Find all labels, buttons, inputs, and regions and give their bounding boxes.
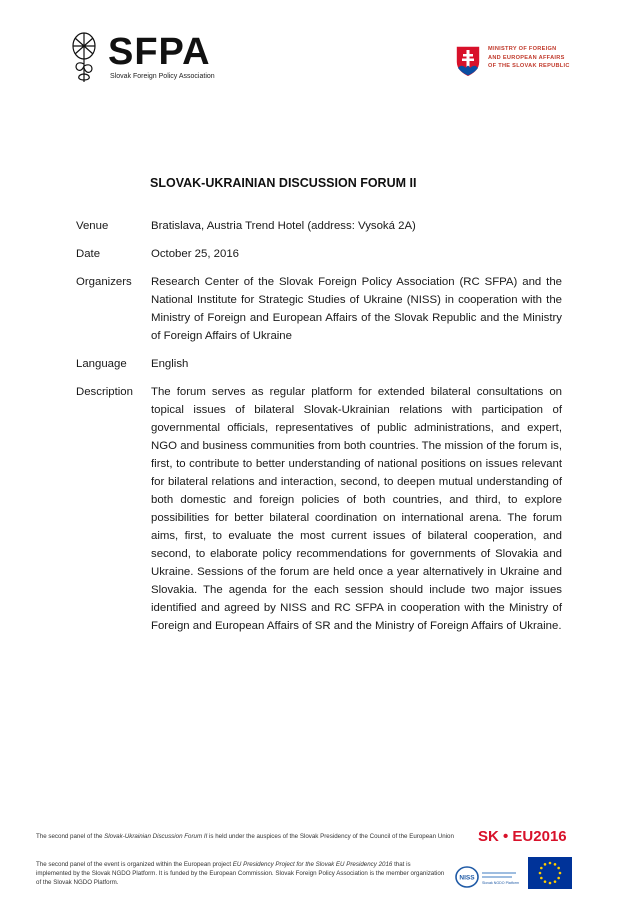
eu-star-icon [540,877,543,880]
info-row-date [76,245,562,263]
note-text: that is implemented by the Slovak NGDO Platform. It is funded by the European Commission. Slovak Foreign Policy Association is the member organization of the Slovak NGDO Platform. [36,861,445,886]
ministry-line: AND EUROPEAN AFFAIRS [488,54,565,61]
eu-star-icon [554,880,557,883]
sfpa-subtitle: Slovak Foreign Policy Association [110,73,215,80]
row-value: Research Center of the Slovak Foreign Policy Association (RC SFPA) and the National Institute for Strategic Studies of Ukraine (NISS) in cooperation with the Ministry of Foreign and European Affairs of the Slovak Republic and the Ministry of Foreign Affairs of Ukraine [151,276,562,342]
ministry-text [488,45,570,71]
sfpa-wordmark: SFPA [108,31,211,73]
note-text: The second panel of the event is organized within the European project [36,861,233,868]
info-row-description [76,383,562,635]
eu-star-icon [544,863,547,866]
niss-logo-icon [454,864,520,890]
note-text: The second panel of the [36,833,105,840]
niss-logo-caption: Slovak NGDO Platform [482,881,519,885]
sfpa-emblem-icon [66,30,102,84]
eu-flag-icon [528,857,572,889]
note-italic: EU Presidency Project for the Slovak EU Presidency 2016 [232,861,393,868]
presidency-logo [478,828,588,846]
eu-star-icon [544,880,547,883]
row-value: English [151,358,189,370]
row-value: October 25, 2016 [151,248,240,260]
row-value: Bratislava, Austria Trend Hotel (address: Vysoká 2A) [151,220,416,232]
row-label: Language [76,358,127,370]
eu-star-icon [557,877,560,880]
note-italic: Slovak-Ukrainian Discussion Forum II [104,833,208,840]
niss-logo-label: NISS [459,874,475,882]
eu-star-icon [539,872,542,875]
eu-star-icon [557,867,560,870]
footer-auspices-note [36,832,466,841]
row-value: The forum serves as regular platform for extended bilateral consultations on topical issues of bilateral Slovak-Ukrainian relations with participation of governmental officials, representatives of public administrations, and expert, NGO and business communities from both countries. The mission of the forum is, first, to contribute to better understanding of national positions on issues relevant for bilateral relations and interaction, second, to deepen mutual understanding of both domestic and foreign policies of both countries, and third, to explore possibilities for better bilateral coordination on international arena. The forum aims, first, to evaluate the most current issues of bilateral cooperation, and second, to elaborate policy recommendations for governments of Slovakia and Ukraine. Sessions of the forum are held once a year alternatively in Ukraine and Slovakia. The agenda for the each session should include two major issues identified and agreed by NISS and RC SFPA in cooperation with the Ministry of Foreign and European Affairs of SR and the Ministry of Foreign Affairs of Ukraine. [151,386,562,632]
ministry-line: OF THE SLOVAK REPUBLIC [488,63,570,70]
footer-project-note [36,860,446,887]
info-row-language [76,355,562,373]
info-row-venue [76,217,562,235]
eu-star-icon [540,867,543,870]
row-label: Organizers [76,276,132,288]
sfpa-logo [66,30,226,86]
info-row-organizers [76,273,562,345]
slovak-crest-icon [454,44,482,78]
event-info-table [76,217,562,645]
row-label: Venue [76,220,109,232]
document-title: SLOVAK-UKRAINIAN DISCUSSION FORUM II [150,176,417,190]
eu-star-icon [549,882,552,885]
row-label: Description [76,386,133,398]
row-label: Date [76,248,101,260]
eu-star-icon [559,872,562,875]
ministry-line: MINISTRY OF FOREIGN [488,46,557,52]
note-text: is held under the auspices of the Slovak Presidency of the Council of the European Union [207,833,454,840]
eu-star-icon [554,863,557,866]
ministry-logo [454,44,584,80]
presidency-logo-text: SK • EU2016 [478,828,567,845]
eu-star-icon [549,862,552,865]
